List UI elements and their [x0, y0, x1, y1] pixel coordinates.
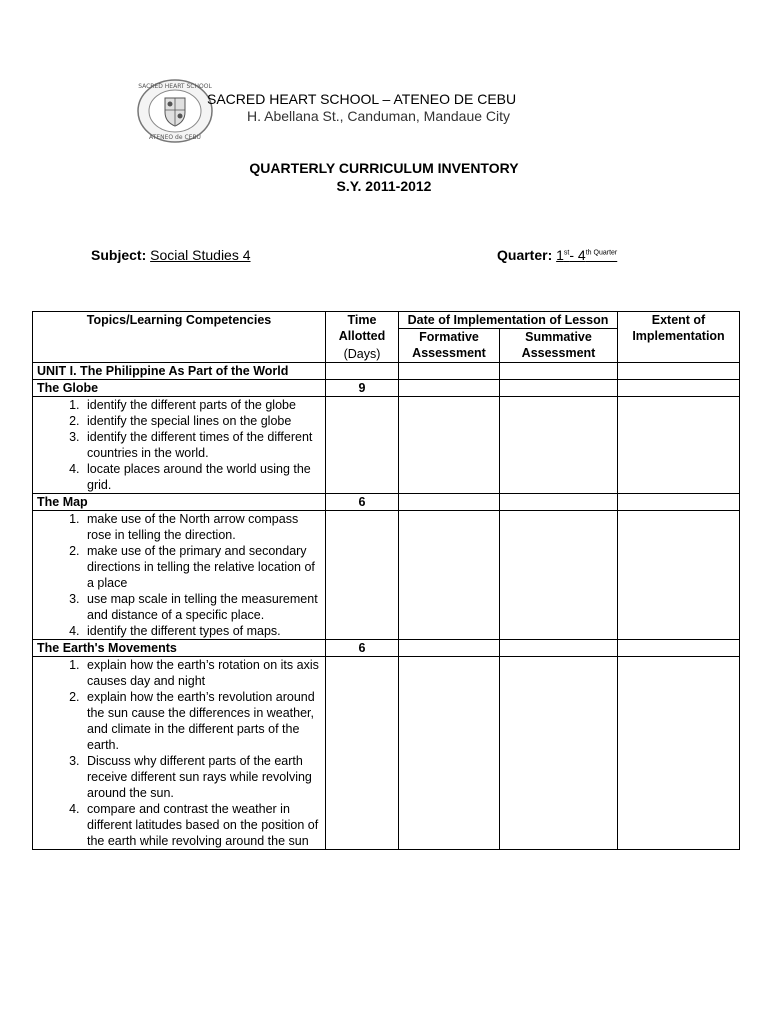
- subject-label: Subject:: [91, 247, 147, 263]
- list-item: 2. explain how the earth’s revolution around the sun cause the differences in weather, and climate in the different parts of the earth.: [83, 689, 321, 753]
- document-title: QUARTERLY CURRICULUM INVENTORY: [249, 160, 519, 176]
- seal-text-top: SACRED HEART SCHOOL: [138, 83, 212, 90]
- quarter-mid: - 4: [569, 247, 586, 263]
- header-date: Date of Implementation of Lesson: [399, 312, 618, 329]
- quarter-start-suffix: st: [563, 249, 570, 257]
- list-item: 3. use map scale in telling the measurement and distance of a specific place.: [83, 591, 321, 623]
- list-item: 3. Discuss why different parts of the earth receive different sun rays while revolving around the sun.: [83, 753, 321, 801]
- quarter-value: [556, 247, 617, 263]
- school-seal-logo: [136, 78, 214, 144]
- header-days: (Days): [343, 347, 381, 361]
- header-formative: Formative Assessment: [399, 329, 500, 363]
- list-item: 4. identify the different types of maps.: [83, 623, 321, 639]
- section-row: [33, 640, 740, 657]
- curriculum-table: [32, 311, 740, 850]
- competency-list: [37, 397, 321, 493]
- competency-row: [33, 397, 740, 494]
- table-header-row: [33, 312, 740, 329]
- section-days: 6: [326, 494, 399, 511]
- section-days: 6: [326, 640, 399, 657]
- school-name: SACRED HEART SCHOOL – ATENEO DE CEBU: [207, 91, 517, 107]
- school-year: S.Y. 2011-2012: [336, 178, 432, 194]
- section-row: [33, 380, 740, 397]
- quarter-label: Quarter:: [497, 247, 553, 263]
- quarter-field: [497, 247, 617, 263]
- list-item: 1. explain how the earth’s rotation on its axis causes day and night: [83, 657, 321, 689]
- list-item: 3. identify the different times of the different countries in the world.: [83, 429, 321, 461]
- competency-list: [37, 657, 321, 849]
- section-title: The Earth's Movements: [33, 640, 326, 657]
- list-item: 1. make use of the North arrow compass rose in telling the direction.: [83, 511, 321, 543]
- list-item: 2. identify the special lines on the globe: [83, 413, 321, 429]
- competency-row: [33, 657, 740, 850]
- competency-list: [37, 511, 321, 639]
- section-title: The Globe: [33, 380, 326, 397]
- list-item: 2. make use of the primary and secondary directions in telling the relative location of a place: [83, 543, 321, 591]
- seal-text-bottom: ATENEO de CEBU: [149, 134, 201, 141]
- section-title: The Map: [33, 494, 326, 511]
- quarter-end-suffix: th Quarter: [585, 249, 618, 257]
- header-time: [326, 312, 399, 363]
- subject-field: [91, 247, 251, 263]
- competency-row: [33, 511, 740, 640]
- section-days: 9: [326, 380, 399, 397]
- unit-row: [33, 363, 740, 380]
- subject-value: Social Studies 4: [150, 247, 251, 263]
- header-time-label: Time Allotted: [338, 313, 386, 343]
- school-address: H. Abellana St., Canduman, Mandaue City: [247, 108, 511, 124]
- quarter-start: 1: [556, 247, 564, 263]
- section-row: [33, 494, 740, 511]
- list-item: 4. locate places around the world using the grid.: [83, 461, 321, 493]
- list-item: 4. compare and contrast the weather in different latitudes based on the position of the earth while revolving around the sun: [83, 801, 321, 849]
- header-topics: Topics/Learning Competencies: [33, 312, 326, 363]
- header-summative: Summative Assessment: [500, 329, 618, 363]
- unit-title: UNIT I. The Philippine As Part of the World: [33, 363, 326, 380]
- list-item: 1. identify the different parts of the globe: [83, 397, 321, 413]
- header-extent: Extent of Implementation: [618, 312, 740, 363]
